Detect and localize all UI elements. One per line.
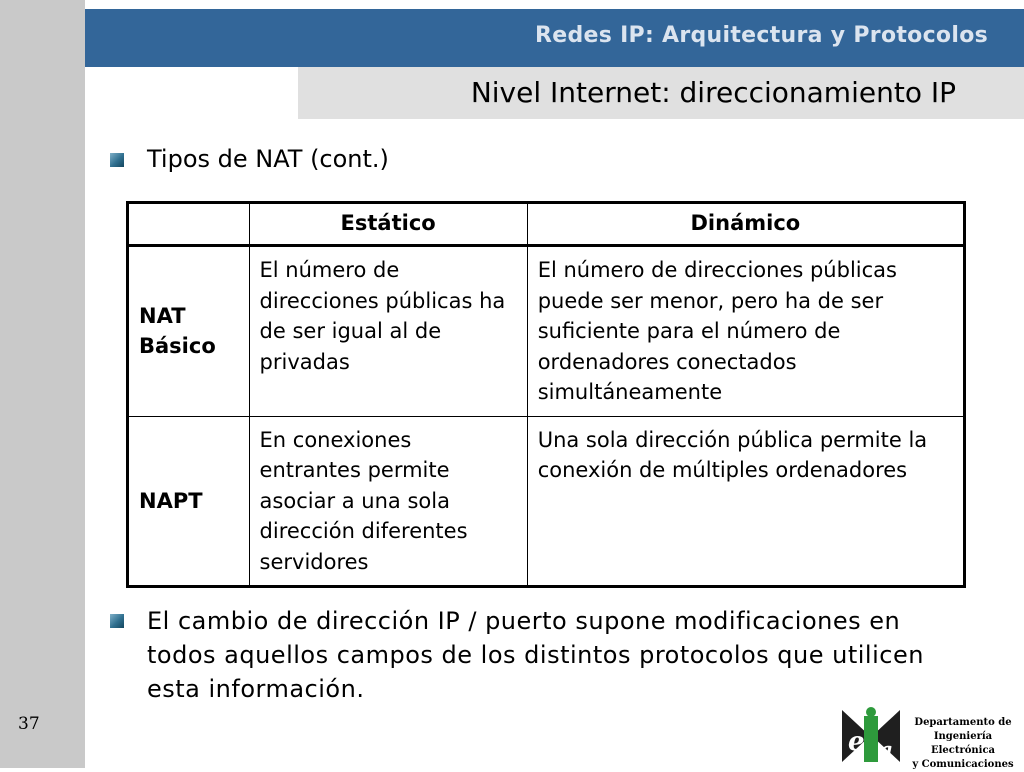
department-line: y Comunicaciones	[912, 759, 1014, 770]
page-number: 37	[18, 714, 40, 734]
nat-types-table	[126, 201, 966, 588]
department-line: Departamento de	[914, 717, 1012, 728]
table-header-row	[128, 203, 965, 246]
table-cell: El número de direcciones públicas puede ser menor, pero ha de ser suficiente para el número de ordenadores conectados simultáneamente	[527, 246, 964, 417]
course-title: Redes IP: Arquitectura y Protocolos	[534, 23, 988, 48]
table-header-dinamico: Dinámico	[527, 203, 964, 246]
department-line: Ingeniería Electrónica	[930, 731, 996, 756]
table-cell: El número de direcciones públicas ha de ser igual al de privadas	[249, 246, 527, 417]
svg-text:a: a	[880, 737, 893, 761]
square-bullet-icon	[110, 614, 124, 628]
svg-text:e: e	[848, 727, 865, 757]
table-header-empty	[128, 203, 250, 246]
table-row	[128, 246, 965, 417]
slide-title: Nivel Internet: direccionamiento IP	[470, 76, 956, 109]
table-header-estatico: Estático	[249, 203, 527, 246]
table-cell: En conexiones entrantes permite asociar a una sola dirección diferentes servidores	[249, 416, 527, 587]
department-name	[904, 716, 1022, 772]
slide-subtitle-box	[298, 67, 1024, 119]
bullet-text: El cambio de dirección IP / puerto supone modificaciones en todos aquellos campos de los distintos protocolos que utilicen esta información.	[147, 607, 924, 703]
department-logo	[840, 706, 902, 764]
table-row	[128, 416, 965, 587]
row-label: NAPT	[128, 416, 250, 587]
table-cell: Una sola dirección pública permite la conexión de múltiples ordenadores	[527, 416, 964, 587]
bullet-text: Tipos de NAT (cont.)	[147, 145, 389, 173]
square-bullet-icon	[110, 153, 124, 167]
row-label: NAT Básico	[128, 246, 250, 417]
left-sidebar-bar	[0, 0, 85, 768]
top-banner	[85, 9, 1024, 67]
